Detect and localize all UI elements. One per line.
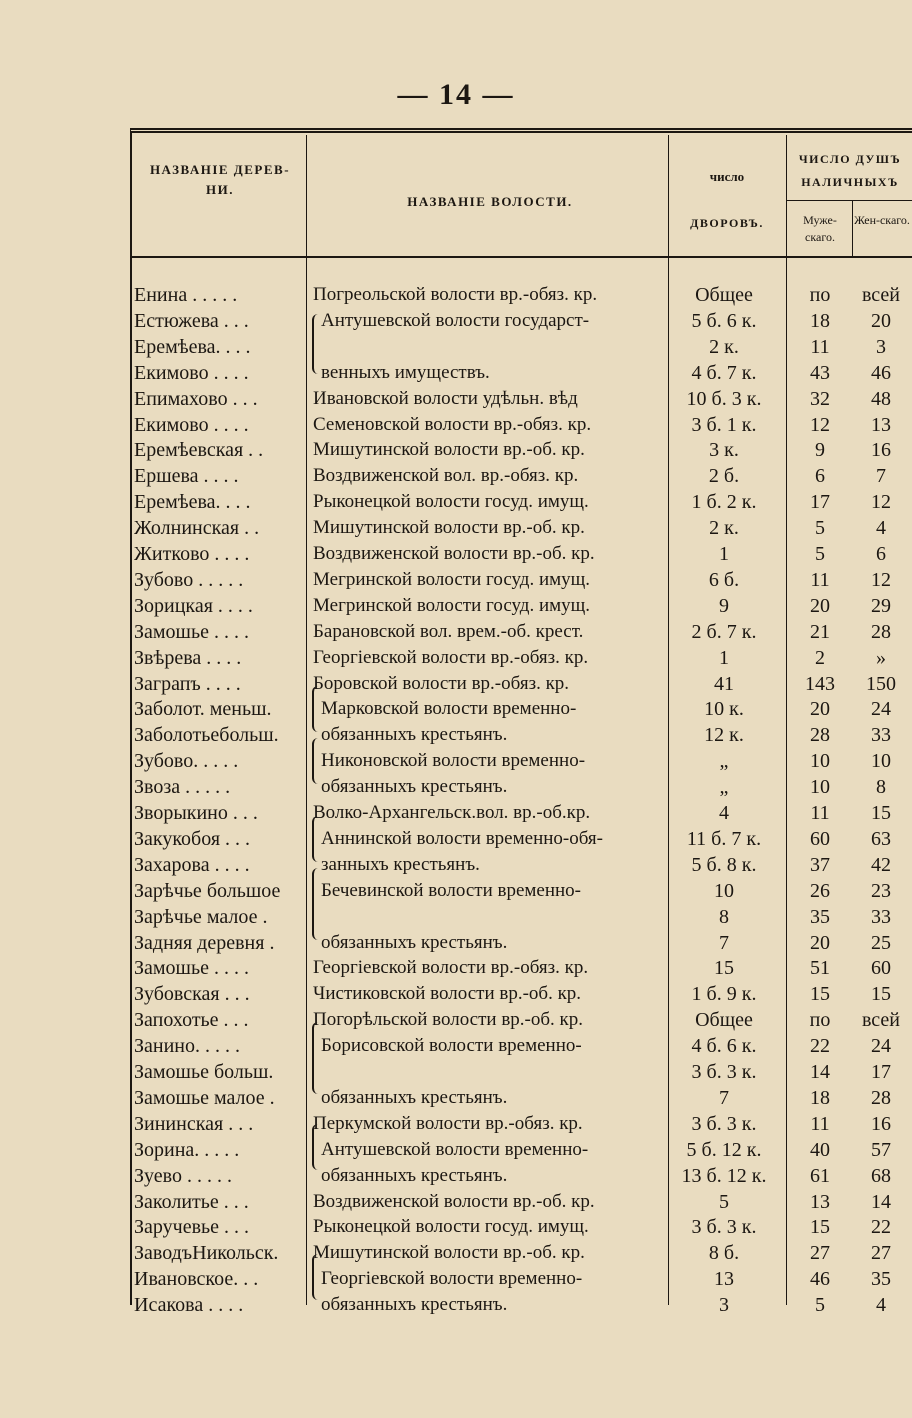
female-count: 15 bbox=[871, 802, 891, 824]
yards-count: 2 к. bbox=[709, 335, 739, 358]
village-name: Зорицкая . . . . bbox=[134, 594, 253, 617]
yards-count: 1 bbox=[719, 543, 729, 565]
male-count: 60 bbox=[810, 827, 830, 850]
yards-count: 1 bbox=[719, 646, 729, 669]
village-name: Закукобоя . . . bbox=[134, 827, 251, 850]
female-count: 12 bbox=[871, 568, 891, 591]
volost-name: Боровской волости вр.-обяз. кр. bbox=[313, 672, 570, 694]
table-row bbox=[0, 515, 912, 541]
yards-count: 10 к. bbox=[704, 698, 744, 721]
female-count: 7 bbox=[876, 465, 886, 488]
male-count: 6 bbox=[815, 465, 825, 488]
table-row bbox=[0, 619, 912, 645]
volost-name: обязанныхъ крестьянъ. bbox=[321, 1086, 508, 1108]
male-count: 26 bbox=[810, 879, 830, 902]
table-row bbox=[0, 930, 912, 956]
village-name: Екимово . . . . bbox=[134, 361, 249, 384]
volost-name: Мегринской волости госуд. имущ. bbox=[313, 568, 591, 590]
female-count: 15 bbox=[871, 983, 891, 1006]
yards-count: 10 bbox=[714, 879, 734, 902]
volost-name: Мишутинской волости вр.-об. кр. bbox=[313, 439, 585, 461]
female-count: 25 bbox=[871, 931, 891, 954]
village-name: Жолнинская . . bbox=[134, 517, 260, 540]
female-count: 28 bbox=[871, 620, 891, 643]
volost-name: Погорѣльской волости вр.-об. кр. bbox=[313, 1009, 584, 1031]
male-count: 11 bbox=[810, 568, 830, 591]
village-name: Замошье . . . . bbox=[134, 620, 249, 643]
female-count: 23 bbox=[871, 879, 891, 902]
female-count: 22 bbox=[871, 1216, 891, 1239]
female-count: 24 bbox=[871, 1035, 891, 1058]
village-name: Захарова . . . . bbox=[134, 853, 250, 876]
village-name: Заболот. меньш. bbox=[134, 698, 272, 721]
volost-name: Бечевинской волости временно- bbox=[321, 879, 582, 901]
table-row bbox=[0, 1292, 912, 1318]
village-name: Зуево . . . . . bbox=[134, 1164, 232, 1187]
yards-count: „ bbox=[719, 776, 729, 799]
volost-name: Волко-Архангельск.вол. вр.-об.кр. bbox=[313, 802, 591, 823]
volost-name: обязанныхъ крестьянъ. bbox=[321, 1164, 508, 1186]
volost-name: Аннинской волости временно-обя- bbox=[321, 827, 603, 849]
table-row bbox=[0, 800, 912, 826]
village-name: Еремѣева. . . . bbox=[134, 335, 251, 358]
male-count: 12 bbox=[810, 413, 830, 436]
village-name: Зубово. . . . . bbox=[134, 750, 239, 773]
table-row bbox=[0, 1111, 912, 1137]
village-name: Житково . . . . bbox=[134, 543, 250, 565]
yards-count: „ bbox=[719, 750, 729, 773]
volost-name: Чистиковской волости вр.-об. кр. bbox=[313, 983, 582, 1005]
female-count: 63 bbox=[871, 827, 891, 850]
yards-count: 10 б. 3 к. bbox=[686, 387, 762, 410]
table-row bbox=[0, 852, 912, 878]
male-count: 17 bbox=[810, 491, 830, 514]
yards-count: 4 bbox=[719, 802, 729, 824]
male-count: 27 bbox=[810, 1242, 830, 1265]
male-count: 43 bbox=[810, 361, 830, 384]
male-count: 11 bbox=[810, 1112, 830, 1135]
female-count: 16 bbox=[871, 439, 891, 462]
header-volost: НАЗВАНІЕ ВОЛОСТИ. bbox=[407, 194, 573, 209]
table-row bbox=[0, 955, 912, 981]
volost-name: Воздвиженской волости вр.-об. кр. bbox=[313, 1190, 595, 1212]
female-count: » bbox=[876, 646, 886, 669]
yards-count: 2 б. bbox=[708, 465, 740, 488]
table-row bbox=[0, 1085, 912, 1111]
volost-name: Перкумской волости вр.-обяз. кр. bbox=[313, 1112, 583, 1134]
male-count: 20 bbox=[810, 931, 830, 954]
female-count: 42 bbox=[871, 853, 891, 876]
header-bottom-rule bbox=[130, 256, 912, 258]
male-count: 35 bbox=[810, 905, 830, 928]
volost-name: Рыконецкой волости госуд. имущ. bbox=[313, 1216, 589, 1238]
village-name: Заколитье . . . bbox=[134, 1190, 249, 1213]
volost-name: Семеновской волости вр.-обяз. кр. bbox=[313, 413, 592, 435]
male-count: 10 bbox=[810, 776, 830, 799]
header-male: Муже-скаго. bbox=[803, 213, 837, 244]
female-count: 150 bbox=[866, 672, 896, 695]
village-name: Зарѣчье малое . bbox=[134, 905, 268, 928]
female-count: 57 bbox=[871, 1138, 891, 1161]
table-row bbox=[0, 412, 912, 438]
female-count: 17 bbox=[871, 1061, 891, 1083]
male-count: 15 bbox=[810, 1216, 830, 1239]
village-name: Замошье малое . bbox=[134, 1086, 275, 1109]
volost-name: Мегринской волости госуд. имущ. bbox=[313, 594, 591, 616]
male-count: 28 bbox=[810, 724, 830, 747]
volost-name: Рыконецкой волости госуд. имущ. bbox=[313, 491, 589, 513]
header-yards-bottom: ДВОРОВЪ. bbox=[690, 216, 764, 230]
table-row bbox=[0, 671, 912, 697]
female-count: 46 bbox=[871, 361, 891, 384]
volost-name: Погреольской волости вр.-обяз. кр. bbox=[313, 284, 598, 305]
volost-name: Антушевской волости временно- bbox=[321, 1138, 589, 1160]
female-count: 33 bbox=[871, 905, 891, 928]
village-name: Запохотье . . . bbox=[134, 1009, 249, 1032]
village-name: Замошье больш. bbox=[134, 1061, 274, 1083]
yards-count: 1 б. 9 к. bbox=[691, 983, 757, 1006]
yards-count: 1 б. 2 к. bbox=[691, 491, 757, 514]
yards-count: 3 б. 3 к. bbox=[691, 1216, 757, 1239]
volost-name: обязанныхъ крестьянъ. bbox=[321, 776, 508, 798]
female-count: 4 bbox=[876, 517, 886, 540]
yards-count: 5 б. 8 к. bbox=[691, 853, 757, 876]
volost-name: обязанныхъ крестьянъ. bbox=[321, 1294, 508, 1316]
souls-subheader-rule bbox=[786, 200, 912, 201]
table-row bbox=[0, 308, 912, 334]
table-row bbox=[0, 748, 912, 774]
village-name: Звоза . . . . . bbox=[134, 776, 231, 799]
page-number: — 14 — bbox=[397, 78, 515, 111]
volost-name: Никоновской волости временно- bbox=[321, 750, 586, 772]
village-name: Звѣрева . . . . bbox=[134, 646, 242, 669]
female-count: 33 bbox=[871, 724, 891, 747]
yards-count: 15 bbox=[714, 957, 734, 980]
female-count: 68 bbox=[871, 1164, 891, 1187]
table-row bbox=[0, 437, 912, 463]
village-name: Заручевье . . . bbox=[134, 1216, 250, 1239]
yards-count: 8 б. bbox=[708, 1242, 740, 1265]
male-count: по bbox=[809, 284, 831, 306]
yards-count: 3 к. bbox=[709, 439, 739, 462]
yards-count: 4 б. 7 к. bbox=[691, 361, 757, 384]
male-count: 5 bbox=[815, 543, 825, 565]
male-count: 40 bbox=[810, 1138, 830, 1161]
volost-name: Мишутинской волости вр.-об. кр. bbox=[313, 517, 585, 539]
female-count: 20 bbox=[871, 309, 891, 332]
male-count: 5 bbox=[815, 1294, 825, 1317]
table-row bbox=[0, 1189, 912, 1215]
male-count: 18 bbox=[810, 1086, 830, 1109]
table-row bbox=[0, 1007, 912, 1033]
yards-count: 4 б. 6 к. bbox=[691, 1035, 757, 1058]
male-count: 20 bbox=[810, 594, 830, 617]
table-row bbox=[0, 696, 912, 722]
table-row bbox=[0, 489, 912, 515]
volost-name: обязанныхъ крестьянъ. bbox=[321, 724, 508, 746]
female-count: 24 bbox=[871, 698, 891, 721]
header-village: НАЗВАНІЕ ДЕРЕВ-НИ. bbox=[149, 162, 291, 197]
village-name: Естюжева . . . bbox=[134, 309, 249, 332]
village-name: Зубовская . . . bbox=[134, 983, 250, 1006]
table-row bbox=[0, 1266, 912, 1292]
table-row bbox=[0, 1059, 912, 1085]
village-name: ЗаводъНикольск. bbox=[134, 1242, 279, 1265]
volost-name: Антушевской волости государст- bbox=[321, 309, 590, 331]
yards-count: 11 б. 7 к. bbox=[686, 827, 762, 850]
male-count: 143 bbox=[805, 672, 835, 695]
male-count: по bbox=[809, 1009, 831, 1032]
female-count: всей bbox=[861, 1009, 901, 1032]
yards-count: Общее bbox=[695, 1009, 753, 1032]
header-female: Жен-скаго. bbox=[854, 213, 910, 227]
table-row bbox=[0, 981, 912, 1007]
male-count: 10 bbox=[810, 750, 830, 773]
female-count: 48 bbox=[871, 387, 891, 410]
yards-count: 3 bbox=[719, 1294, 729, 1317]
volost-name: занныхъ крестьянъ. bbox=[321, 853, 480, 875]
volost-name: Георгіевской волости вр.-обяз. кр. bbox=[313, 646, 589, 668]
table-row bbox=[0, 1163, 912, 1189]
male-count: 11 bbox=[810, 335, 830, 358]
volost-name: обязанныхъ крестьянъ. bbox=[321, 931, 508, 953]
volost-name: Георгіевской волости вр.-обяз. кр. bbox=[313, 957, 589, 979]
village-name: Ершева . . . . bbox=[134, 465, 239, 488]
volost-name: Марковской волости временно- bbox=[321, 698, 577, 720]
female-count: 8 bbox=[876, 776, 886, 799]
female-count: всей bbox=[861, 284, 901, 306]
male-count: 37 bbox=[810, 853, 830, 876]
male-count: 13 bbox=[810, 1190, 830, 1213]
male-count: 46 bbox=[810, 1268, 830, 1291]
village-name: Епимахово . . . bbox=[134, 387, 258, 410]
yards-count: 7 bbox=[719, 931, 729, 954]
male-count: 5 bbox=[815, 517, 825, 540]
yards-count: 13 bbox=[714, 1268, 734, 1291]
yards-count: 5 bbox=[719, 1190, 729, 1213]
village-name: Ивановское. . . bbox=[134, 1268, 259, 1291]
yards-count: 7 bbox=[719, 1086, 729, 1109]
village-name: Занино. . . . . bbox=[134, 1035, 241, 1058]
village-name: Зининская . . . bbox=[134, 1112, 254, 1135]
yards-count: 3 б. 3 к. bbox=[691, 1061, 757, 1083]
table-row bbox=[0, 1214, 912, 1240]
village-name: Заграпъ . . . . bbox=[134, 672, 241, 695]
yards-count: Общее bbox=[695, 284, 753, 306]
village-name: Еремѣевская . . bbox=[134, 439, 264, 462]
table-row bbox=[0, 1137, 912, 1163]
table-row bbox=[0, 593, 912, 619]
male-count: 51 bbox=[810, 957, 830, 980]
male-count: 32 bbox=[810, 387, 830, 410]
female-count: 35 bbox=[871, 1268, 891, 1291]
table-row bbox=[0, 826, 912, 852]
female-count: 29 bbox=[871, 594, 891, 617]
table-row bbox=[0, 386, 912, 412]
male-count: 2 bbox=[815, 646, 825, 669]
table-row bbox=[0, 1240, 912, 1266]
male-count: 14 bbox=[810, 1061, 830, 1083]
yards-count: 9 bbox=[719, 594, 729, 617]
female-count: 4 bbox=[876, 1294, 886, 1317]
yards-count: 8 bbox=[719, 905, 729, 928]
female-count: 60 bbox=[871, 957, 891, 980]
village-name: Зубово . . . . . bbox=[134, 568, 244, 591]
yards-count: 2 к. bbox=[709, 517, 739, 540]
male-count: 21 bbox=[810, 620, 830, 643]
female-count: 27 bbox=[871, 1242, 891, 1265]
yards-count: 5 б. 6 к. bbox=[691, 309, 757, 332]
female-count: 12 bbox=[871, 491, 891, 514]
village-name: Задняя деревня . bbox=[134, 931, 275, 954]
volost-name: Барановской вол. врем.-об. крест. bbox=[313, 620, 584, 642]
male-count: 11 bbox=[810, 802, 830, 824]
table-row bbox=[0, 774, 912, 800]
table-row bbox=[0, 904, 912, 930]
village-name: Зорина. . . . . bbox=[134, 1138, 240, 1161]
yards-count: 6 б. bbox=[708, 568, 740, 591]
yards-count: 5 б. 12 к. bbox=[686, 1138, 762, 1161]
male-count: 22 bbox=[810, 1035, 830, 1058]
male-count: 20 bbox=[810, 698, 830, 721]
table-row bbox=[0, 282, 912, 308]
volost-name: Воздвиженской волости вр.-об. кр. bbox=[313, 543, 595, 564]
yards-count: 3 б. 1 к. bbox=[691, 413, 757, 436]
female-count: 14 bbox=[871, 1190, 891, 1213]
volost-name: Ивановской волости удѣльн. вѣд bbox=[313, 387, 578, 409]
volost-name: Борисовской волости временно- bbox=[321, 1035, 582, 1057]
table-row bbox=[0, 541, 912, 567]
volost-name: Мишутинской волости вр.-об. кр. bbox=[313, 1242, 585, 1264]
header-yards-top: число bbox=[709, 169, 745, 184]
yards-count: 13 б. 12 к. bbox=[681, 1164, 767, 1187]
volost-name: Воздвиженской вол. вр.-обяз. кр. bbox=[313, 465, 579, 487]
village-name: Замошье . . . . bbox=[134, 957, 249, 980]
female-count: 3 bbox=[876, 335, 886, 358]
table-row bbox=[0, 463, 912, 489]
volost-name: венныхъ имуществъ. bbox=[321, 361, 490, 383]
male-count: 15 bbox=[810, 983, 830, 1006]
table-row bbox=[0, 1033, 912, 1059]
female-count: 6 bbox=[876, 543, 886, 565]
village-name: Зворыкино . . . bbox=[134, 802, 258, 824]
village-name: Енина . . . . . bbox=[134, 284, 238, 306]
yards-count: 12 к. bbox=[704, 724, 744, 747]
village-name: Зарѣчье большое bbox=[134, 879, 281, 902]
yards-count: 2 б. 7 к. bbox=[691, 620, 757, 643]
village-name: Екимово . . . . bbox=[134, 413, 249, 436]
female-count: 16 bbox=[871, 1112, 891, 1135]
male-count: 18 bbox=[810, 309, 830, 332]
yards-count: 41 bbox=[714, 672, 734, 695]
female-count: 13 bbox=[871, 413, 891, 436]
table-row bbox=[0, 645, 912, 671]
village-name: Заболотьебольш. bbox=[134, 724, 279, 747]
female-count: 10 bbox=[871, 750, 891, 773]
volost-name: Георгіевской волости временно- bbox=[321, 1268, 583, 1290]
table-row bbox=[0, 567, 912, 593]
table-row bbox=[0, 878, 912, 904]
column-divider bbox=[852, 200, 853, 256]
yards-count: 3 б. 3 к. bbox=[691, 1112, 757, 1135]
male-count: 61 bbox=[810, 1164, 830, 1187]
table-row bbox=[0, 360, 912, 386]
header-souls: ЧИСЛО ДУШЪ НАЛИЧНЫХЪ bbox=[798, 152, 902, 189]
village-name: Исакова . . . . bbox=[134, 1294, 244, 1317]
village-name: Еремѣева. . . . bbox=[134, 491, 251, 514]
table-row bbox=[0, 334, 912, 360]
female-count: 28 bbox=[871, 1086, 891, 1109]
male-count: 9 bbox=[815, 439, 825, 462]
table-row bbox=[0, 722, 912, 748]
